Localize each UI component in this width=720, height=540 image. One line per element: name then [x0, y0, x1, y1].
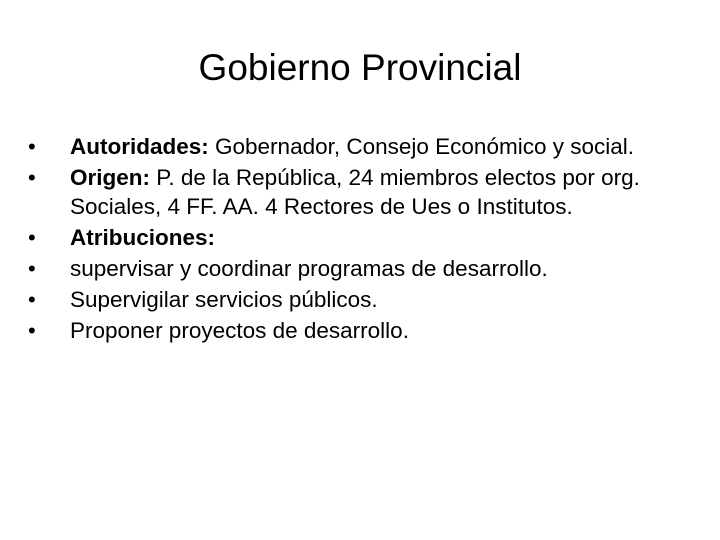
bullet-icon: •	[28, 318, 36, 343]
bullet-text: Proponer proyectos de desarrollo.	[70, 318, 409, 343]
bullet-item-proponer	[28, 316, 688, 345]
bullet-item-autoridades	[28, 132, 688, 161]
bullet-icon: •	[28, 134, 36, 159]
bullet-item-supervigilar	[28, 285, 688, 314]
bullet-item-origen	[28, 163, 688, 221]
bullet-text: supervisar y coordinar programas de desarrollo.	[70, 256, 548, 281]
slide-title: Gobierno Provincial	[198, 47, 522, 88]
bullet-text: Gobernador, Consejo Económico y social.	[208, 134, 634, 159]
bullet-term: Atribuciones:	[70, 225, 216, 250]
bullet-icon: •	[28, 256, 36, 281]
bullet-icon: •	[28, 225, 36, 250]
bullet-item-atribuciones	[28, 223, 688, 252]
bullet-term: Origen:	[70, 165, 151, 190]
bullet-icon: •	[28, 287, 36, 312]
bullet-item-supervisar	[28, 254, 688, 283]
bullet-icon: •	[28, 165, 36, 190]
bullet-list	[28, 132, 688, 347]
bullet-text: Supervigilar servicios públicos.	[70, 287, 378, 312]
bullet-text: P. de la República, 24 miembros electos por org. Sociales, 4 FF. AA. 4 Rectores de Ues o Institutos.	[70, 165, 640, 219]
bullet-term: Autoridades:	[70, 134, 209, 159]
